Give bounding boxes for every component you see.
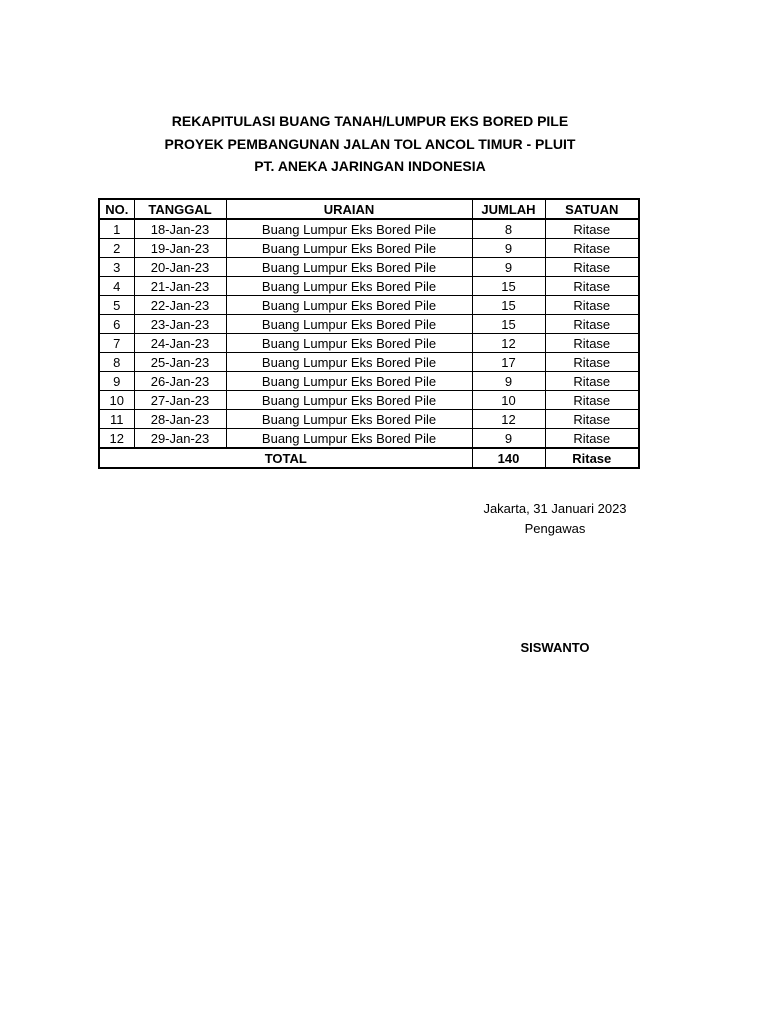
cell-tanggal: 29-Jan-23 <box>134 429 226 449</box>
title-line-2: PROYEK PEMBANGUNAN JALAN TOL ANCOL TIMUR - PLUIT <box>164 136 576 152</box>
cell-jumlah: 15 <box>472 315 545 334</box>
cell-uraian: Buang Lumpur Eks Bored Pile <box>226 219 472 239</box>
table-row <box>99 315 639 334</box>
cell-satuan: Ritase <box>545 334 639 353</box>
cell-jumlah: 10 <box>472 391 545 410</box>
table-row <box>99 410 639 429</box>
signature-place-date: Jakarta, 31 Januari 2023 <box>483 501 627 516</box>
cell-uraian: Buang Lumpur Eks Bored Pile <box>226 315 472 334</box>
cell-jumlah: 9 <box>472 429 545 449</box>
cell-no: 11 <box>99 410 134 429</box>
table-row <box>99 391 639 410</box>
cell-jumlah: 9 <box>472 239 545 258</box>
total-label: TOTAL <box>99 448 472 468</box>
column-header-no: NO. <box>99 199 134 219</box>
title-line-3: PT. ANEKA JARINGAN INDONESIA <box>254 158 486 174</box>
cell-jumlah: 9 <box>472 372 545 391</box>
cell-tanggal: 28-Jan-23 <box>134 410 226 429</box>
cell-no: 6 <box>99 315 134 334</box>
table-row <box>99 239 639 258</box>
column-header-uraian: URAIAN <box>226 199 472 219</box>
cell-no: 10 <box>99 391 134 410</box>
signature-role: Pengawas <box>524 521 586 536</box>
cell-satuan: Ritase <box>545 410 639 429</box>
cell-jumlah: 12 <box>472 334 545 353</box>
table-row <box>99 353 639 372</box>
table-row <box>99 429 639 449</box>
cell-satuan: Ritase <box>545 296 639 315</box>
cell-uraian: Buang Lumpur Eks Bored Pile <box>226 277 472 296</box>
cell-uraian: Buang Lumpur Eks Bored Pile <box>226 239 472 258</box>
cell-satuan: Ritase <box>545 353 639 372</box>
cell-no: 3 <box>99 258 134 277</box>
cell-no: 12 <box>99 429 134 449</box>
cell-satuan: Ritase <box>545 258 639 277</box>
cell-uraian: Buang Lumpur Eks Bored Pile <box>226 353 472 372</box>
table-row <box>99 372 639 391</box>
cell-jumlah: 12 <box>472 410 545 429</box>
cell-tanggal: 26-Jan-23 <box>134 372 226 391</box>
cell-no: 4 <box>99 277 134 296</box>
table-row <box>99 219 639 239</box>
cell-no: 7 <box>99 334 134 353</box>
total-row <box>99 448 639 468</box>
cell-satuan: Ritase <box>545 391 639 410</box>
column-header-satuan: SATUAN <box>545 199 639 219</box>
table-row <box>99 277 639 296</box>
cell-no: 2 <box>99 239 134 258</box>
table-row <box>99 296 639 315</box>
cell-no: 5 <box>99 296 134 315</box>
cell-tanggal: 24-Jan-23 <box>134 334 226 353</box>
cell-uraian: Buang Lumpur Eks Bored Pile <box>226 334 472 353</box>
cell-satuan: Ritase <box>545 277 639 296</box>
cell-tanggal: 21-Jan-23 <box>134 277 226 296</box>
recap-table <box>98 198 640 469</box>
cell-uraian: Buang Lumpur Eks Bored Pile <box>226 258 472 277</box>
cell-satuan: Ritase <box>545 315 639 334</box>
cell-tanggal: 23-Jan-23 <box>134 315 226 334</box>
table-row <box>99 258 639 277</box>
table-header-row <box>99 199 639 219</box>
total-satuan: Ritase <box>545 448 639 468</box>
cell-tanggal: 22-Jan-23 <box>134 296 226 315</box>
cell-uraian: Buang Lumpur Eks Bored Pile <box>226 296 472 315</box>
cell-no: 9 <box>99 372 134 391</box>
cell-tanggal: 18-Jan-23 <box>134 219 226 239</box>
column-header-tanggal: TANGGAL <box>134 199 226 219</box>
cell-jumlah: 15 <box>472 277 545 296</box>
cell-no: 1 <box>99 219 134 239</box>
table-row <box>99 334 639 353</box>
cell-satuan: Ritase <box>545 219 639 239</box>
cell-uraian: Buang Lumpur Eks Bored Pile <box>226 391 472 410</box>
cell-jumlah: 8 <box>472 219 545 239</box>
cell-tanggal: 25-Jan-23 <box>134 353 226 372</box>
cell-no: 8 <box>99 353 134 372</box>
cell-jumlah: 9 <box>472 258 545 277</box>
cell-tanggal: 19-Jan-23 <box>134 239 226 258</box>
cell-tanggal: 27-Jan-23 <box>134 391 226 410</box>
total-jumlah: 140 <box>472 448 545 468</box>
cell-tanggal: 20-Jan-23 <box>134 258 226 277</box>
cell-satuan: Ritase <box>545 239 639 258</box>
cell-jumlah: 15 <box>472 296 545 315</box>
cell-uraian: Buang Lumpur Eks Bored Pile <box>226 372 472 391</box>
column-header-jumlah: JUMLAH <box>472 199 545 219</box>
signature-name: SISWANTO <box>520 640 590 655</box>
title-line-1: REKAPITULASI BUANG TANAH/LUMPUR EKS BORED PILE <box>171 113 569 129</box>
cell-satuan: Ritase <box>545 372 639 391</box>
cell-uraian: Buang Lumpur Eks Bored Pile <box>226 429 472 449</box>
cell-satuan: Ritase <box>545 429 639 449</box>
cell-uraian: Buang Lumpur Eks Bored Pile <box>226 410 472 429</box>
cell-jumlah: 17 <box>472 353 545 372</box>
